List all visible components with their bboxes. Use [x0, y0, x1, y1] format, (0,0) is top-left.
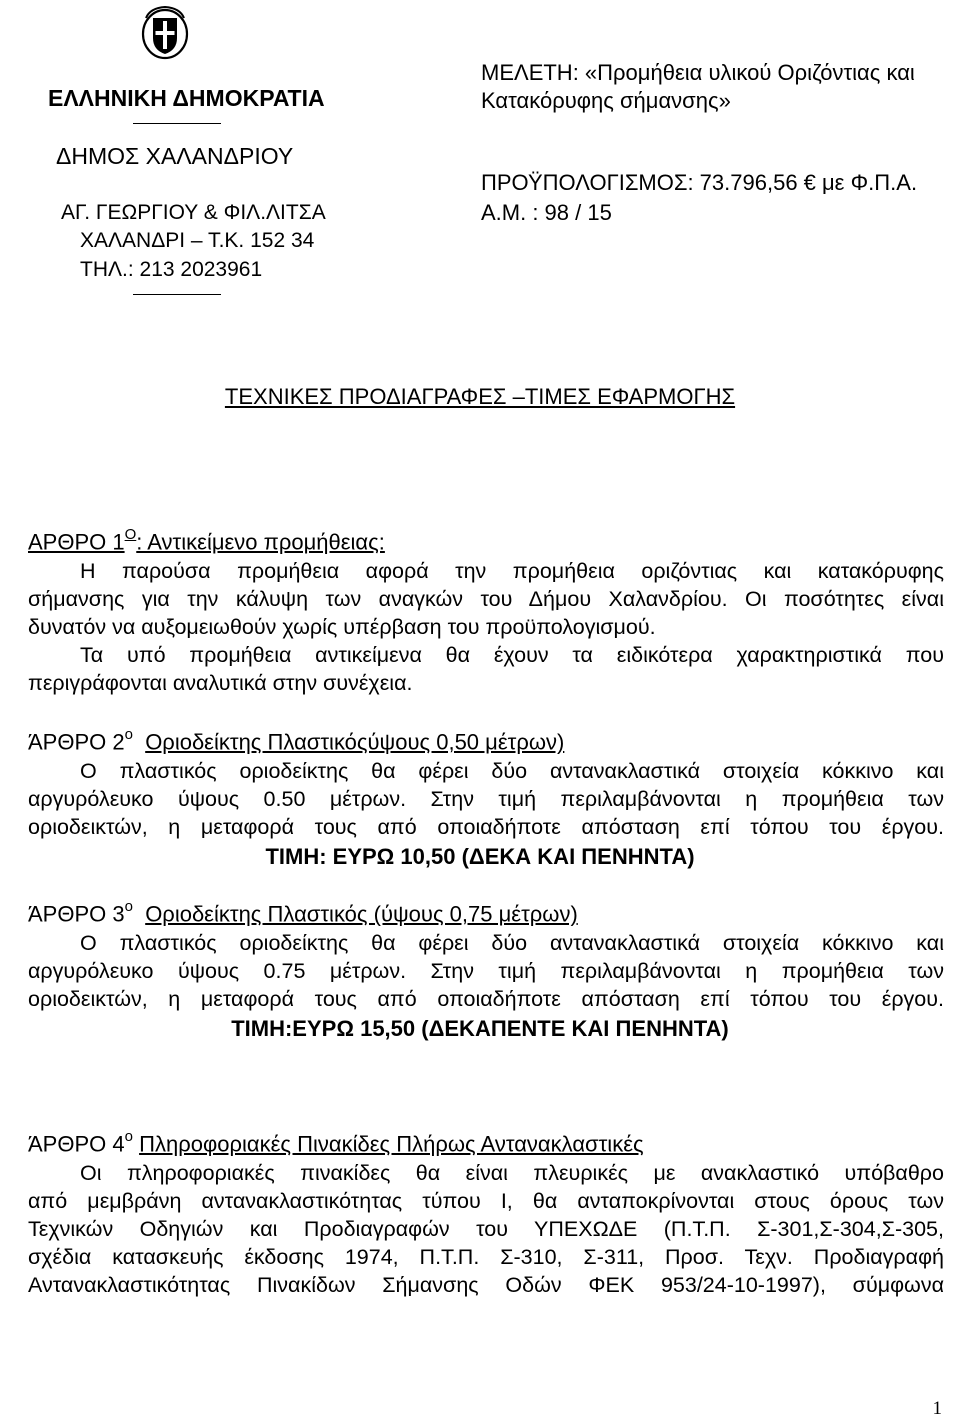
article-1-heading: [28, 528, 385, 555]
article-2-price: ΤΙΜΗ: ΕΥΡΩ 10,50 (ΔΕΚΑ ΚΑΙ ΠΕΝΗΝΤΑ): [265, 844, 695, 869]
article-2-body: [28, 757, 944, 841]
phone-number: ΤΗΛ.: 213 2023961: [80, 258, 263, 281]
paragraph-line: περιγράφονται αναλυτικά στην συνέχεια.: [28, 671, 413, 695]
greek-emblem-icon: [140, 4, 190, 60]
article-title: Οριοδείκτης Πλαστικός (ύψους 0,75 μέτρων): [145, 901, 578, 927]
paragraph-line: σήμανσης για την κάλυψη των αναγκών του Δήμου Χαλανδρίου. Οι ποσότητες είναι: [28, 587, 944, 611]
address-city: ΧΑΛΑΝΔΡΙ – Τ.Κ. 152 34: [80, 229, 315, 252]
paragraph-line: οριοδεικτών, η μεταφορά τους από οποιαδήποτε απόσταση επί τόπου του έργου.: [28, 815, 944, 839]
divider: [133, 123, 221, 124]
study-title-line1: ΜΕΛΕΤΗ: «Προμήθεια υλικού Οριζόντιας και: [481, 60, 915, 85]
article-3-price: ΤΙΜΗ:ΕΥΡΩ 15,50 (ΔΕΚΑΠΕΝΤΕ ΚΑΙ ΠΕΝΗΝΤΑ): [231, 1016, 729, 1041]
article-title: Πληροφοριακές Πινακίδες Πλήρως Αντανακλαστικές: [139, 1131, 644, 1157]
paragraph-line: οριοδεικτών, η μεταφορά τους από οποιαδήποτε απόσταση επί τόπου του έργου.: [28, 987, 944, 1011]
paragraph-line: Τα υπό προμήθεια αντικείμενα θα έχουν τα ειδικότερα χαρακτηριστικά που: [80, 643, 944, 667]
article-number: ΆΡΘΡΟ 4: [28, 1131, 125, 1157]
article-4-body: [28, 1159, 944, 1299]
paragraph-line: σχέδια κατασκευής έκδοσης 1974, Π.Τ.Π. Σ-310, Σ-311, Προσ. Τεχν. Προδιαγραφή: [28, 1245, 944, 1269]
study-title-line2: Κατακόρυφης σήμανσης»: [481, 88, 731, 113]
article-number: ΑΡΘΡΟ 1: [28, 529, 125, 555]
paragraph-line: Ο πλαστικός οριοδείκτης θα φέρει δύο αντανακλαστικά στοιχεία κόκκινο και: [80, 759, 944, 783]
article-ordinal: ο: [124, 726, 133, 743]
address-street: ΑΓ. ΓΕΩΡΓΙΟΥ & ΦΙΛ.ΛΙΤΣΑ: [61, 201, 326, 224]
article-title: Οριοδείκτης Πλαστικόςύψους 0,50 μέτρων): [145, 729, 565, 755]
article-title: : Αντικείμενο προμήθειας:: [136, 529, 385, 555]
page-number: 1: [932, 1398, 942, 1419]
municipality-name: ΔΗΜΟΣ ΧΑΛΑΝΔΡΙΟΥ: [56, 143, 294, 169]
paragraph-line: από μεμβράνη αντανακλαστικότητας τύπου Ι, θα ανταποκρίνονται στους όρους των: [28, 1189, 944, 1213]
article-1-body: [28, 557, 944, 697]
paragraph-line: Αντανακλαστικότητας Πινακίδων Σήμανσης Οδών ΦΕΚ 953/24-10-1997), σύμφωνα: [28, 1273, 944, 1297]
paragraph-line: Η παρούσα προμήθεια αφορά την προμήθεια οριζόντιας και κατακόρυφης: [80, 559, 944, 583]
budget: ΠΡΟΫΠΟΛΟΓΙΣΜΟΣ: 73.796,56 € με Φ.Π.Α.: [481, 170, 918, 195]
article-ordinal: ο: [124, 898, 133, 915]
paragraph-line: Ο πλαστικός οριοδείκτης θα φέρει δύο αντανακλαστικά στοιχεία κόκκινο και: [80, 931, 944, 955]
paragraph-line: δυνατόν να αυξομειωθούν χωρίς υπέρβαση του προϋπολογισμού.: [28, 615, 656, 639]
country-name: ΕΛΛΗΝΙΚΗ ΔΗΜΟΚΡΑΤΙΑ: [48, 85, 325, 111]
article-ordinal: Ο: [124, 526, 137, 543]
study-number: Α.Μ. : 98 / 15: [481, 200, 612, 225]
article-4-heading: [28, 1130, 644, 1157]
paragraph-line: αργυρόλευκο ύψους 0.75 μέτρων. Στην τιμή περιλαμβάνονται η προμήθεια των: [28, 959, 944, 983]
paragraph-line: αργυρόλευκο ύψους 0.50 μέτρων. Στην τιμή περιλαμβάνονται η προμήθεια των: [28, 787, 944, 811]
page-title: ΤΕΧΝΙΚΕΣ ΠΡΟΔΙΑΓΡΑΦΕΣ –ΤΙΜΕΣ ΕΦΑΡΜΟΓΗΣ: [224, 384, 736, 409]
article-3-heading: [28, 900, 578, 927]
article-3-body: [28, 929, 944, 1013]
paragraph-line: Τεχνικών Οδηγιών και Προδιαγραφών του ΥΠΕΧΩΔΕ (Π.Τ.Π. Σ-301,Σ-304,Σ-305,: [28, 1217, 944, 1241]
article-2-heading: [28, 728, 564, 755]
article-ordinal: ο: [124, 1128, 133, 1145]
paragraph-line: Οι πληροφοριακές πινακίδες θα είναι πλευρικές με ανακλαστικό υπόβαθρο: [80, 1161, 944, 1185]
article-number: ΆΡΘΡΟ 2: [28, 729, 125, 755]
divider: [133, 294, 221, 295]
article-number: ΆΡΘΡΟ 3: [28, 901, 125, 927]
